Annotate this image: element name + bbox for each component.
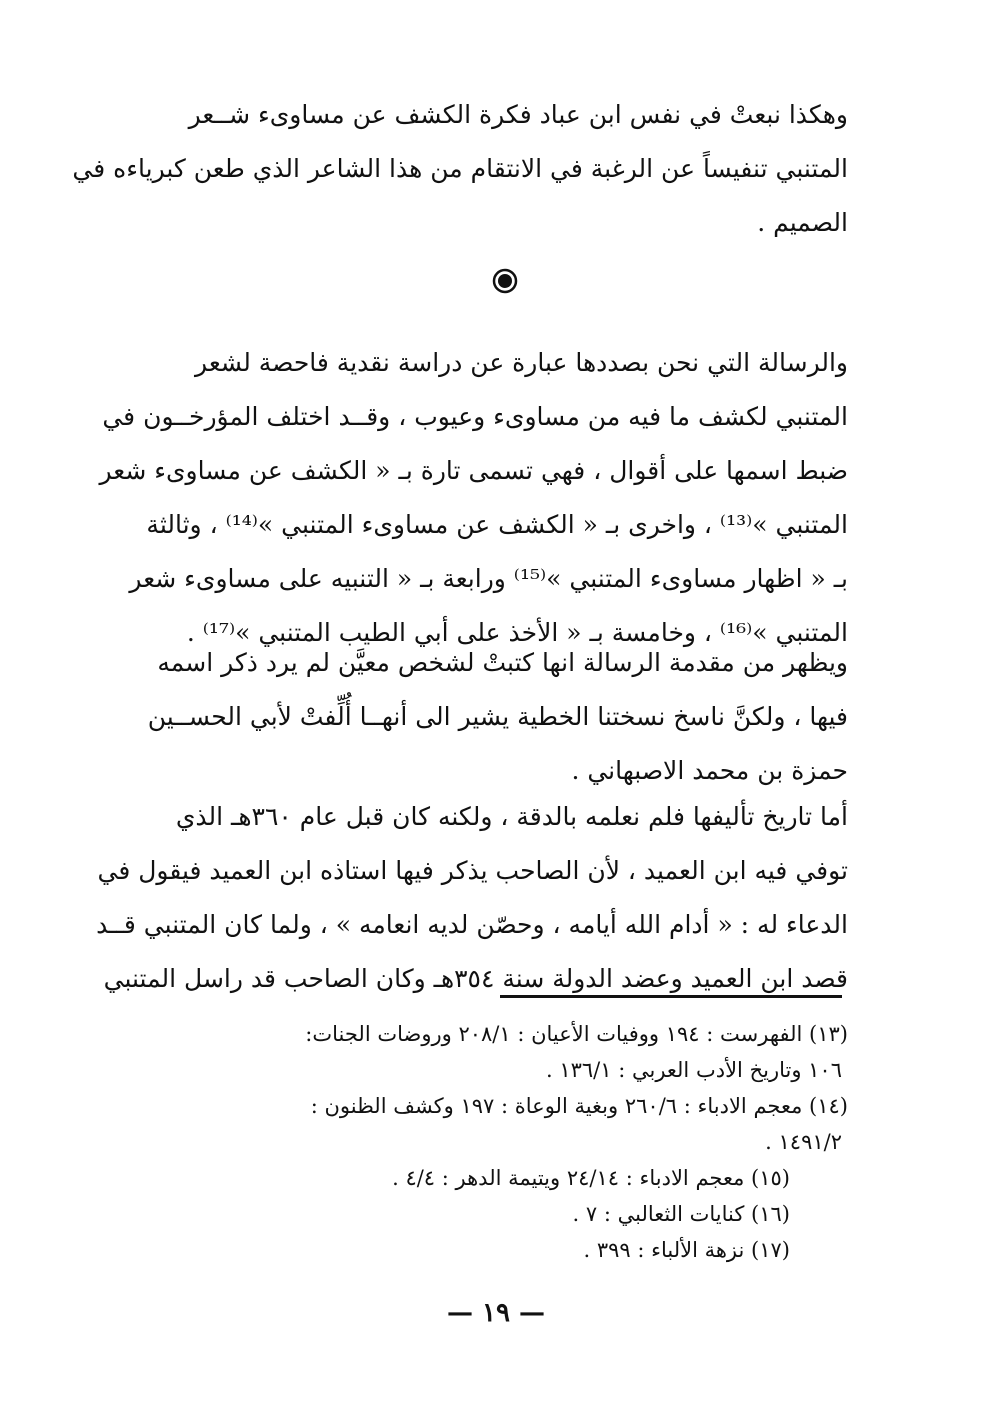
page-number: — ١٩ — (446, 1298, 546, 1328)
text-line: وهكذا نبعتْ في نفس ابن عباد فكرة الكشف عن مساوىء شــعر (188, 100, 848, 129)
footnote-14: (١٤) معجم الادباء : ٢٦٠/٦ وبغية الوعاة : ١٩٧ وكشف الظنون : (310, 1094, 848, 1118)
paragraph-4 (96, 790, 848, 1006)
footnote-15: (١٥) معجم الادباء : ٢٤/١٤ ويتيمة الدهر : ٤/٤ . (392, 1166, 790, 1190)
footnote-13-continued: ١٠٦ وتاريخ الأدب العربي : ١٣٦/١ . (545, 1058, 842, 1082)
text-line: حمزة بن محمد الاصبهاني . (571, 756, 848, 785)
footnote-13: (١٣) الفهرست : ١٩٤ ووفيات الأعيان : ٢٠٨/١ وروضات الجنات: (305, 1022, 848, 1046)
paragraph-3 (147, 636, 848, 798)
text-line: الصميم . (757, 208, 848, 237)
footnotes (152, 1016, 848, 1268)
footnote-14-continued: ١٤٩١/٢ . (765, 1130, 842, 1154)
text-line: بـ « اظهار مساوىء المتنبي »⁽¹⁵⁾ ورابعة بـ « التنبيه على مساوىء شعر (129, 564, 848, 593)
footnote-divider (500, 995, 842, 998)
paragraph-1 (72, 88, 848, 250)
text-line: أما تاريخ تأليفها فلم نعلمه بالدقة ، ولكنه كان قبل عام ٣٦٠هـ الذي (175, 802, 848, 831)
section-separator-icon (490, 266, 520, 296)
footnote-17: (١٧) نزهة الألباء : ٣٩٩ . (583, 1238, 790, 1262)
text-line: ويظهر من مقدمة الرسالة انها كتبتْ لشخص معيَّن لم يرد ذكر اسمه (157, 648, 848, 677)
text-line: المتنبي »⁽¹⁶⁾ ، وخامسة بـ « الأخذ على أبي الطيب المتنبي »⁽¹⁷⁾ . (186, 618, 848, 647)
text-line: والرسالة التي نحن بصددها عبارة عن دراسة نقدية فاحصة لشعر (195, 348, 848, 377)
text-line: قصد ابن العميد وعضد الدولة سنة ٣٥٤هـ وكان الصاحب قد راسل المتنبي (103, 964, 848, 993)
text-line: ضبط اسمها على أقوال ، فهي تسمى تارة بـ « الكشف عن مساوىء شعر (99, 456, 848, 485)
text-line: المتنبي لكشف ما فيه من مساوىء وعيوب ، وقــد اختلف المؤرخــون في (102, 402, 848, 431)
text-line: فيها ، ولكنَّ ناسخ نسختنا الخطية يشير الى أنهــا أُلِّفتْ لأبي الحســين (147, 702, 848, 731)
text-line: توفي فيه ابن العميد ، لأن الصاحب يذكر فيها استاذه ابن العميد فيقول في (97, 856, 848, 885)
paragraph-2 (99, 336, 848, 660)
text-line: المتنبي »⁽¹³⁾ ، واخرى بـ « الكشف عن مساوىء المتنبي »⁽¹⁴⁾ ، وثالثة (146, 510, 848, 539)
text-line: الدعاء له : « أدام الله أيامه ، وحصّن لديه انعامه » ، ولما كان المتنبي قــد (96, 910, 848, 939)
text-line: المتنبي تنفيساً عن الرغبة في الانتقام من هذا الشاعر الذي طعن كبرياءه في (72, 154, 848, 183)
footnote-16: (١٦) كنايات الثعالبي : ٧ . (572, 1202, 790, 1226)
